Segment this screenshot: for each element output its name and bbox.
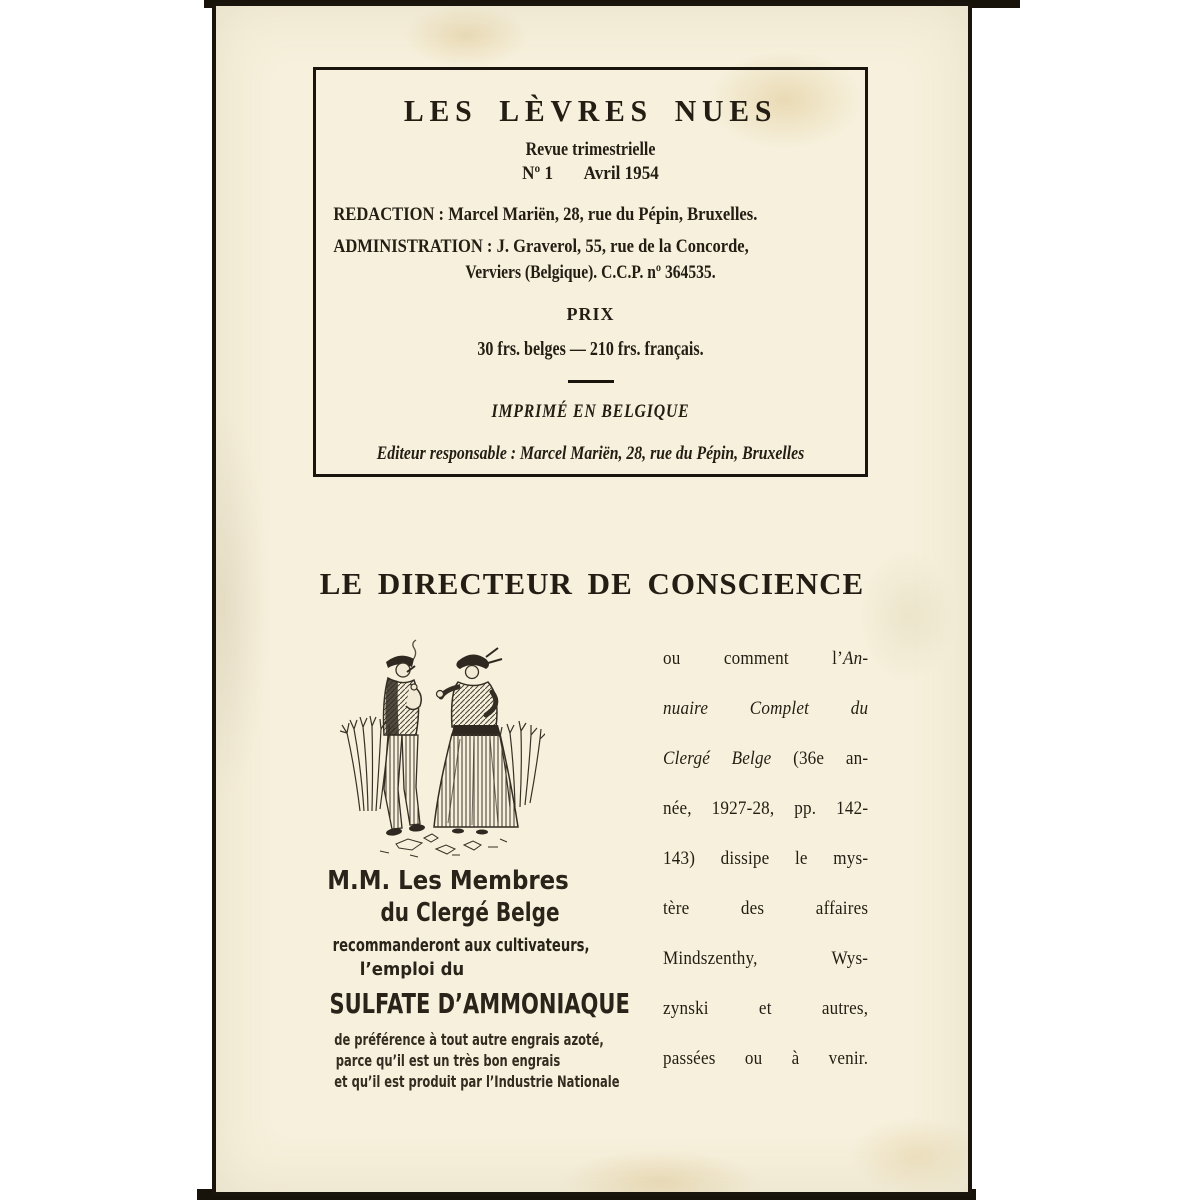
- issue-number: Nº 1: [522, 163, 554, 184]
- article-line: née, 1927-28, pp. 142-: [663, 798, 869, 819]
- article-line: Mindszenthy, Wys-: [663, 948, 869, 969]
- price-label: PRIX: [566, 304, 615, 324]
- article-line: Clergé Belge (36e an-: [663, 748, 869, 769]
- ad-note-line-3: et qu’il est produit par l’Industrie Nationale: [334, 1072, 620, 1091]
- article-column: [663, 634, 868, 1084]
- separator-rule: [568, 380, 614, 383]
- peasant-man: [384, 640, 426, 837]
- ad-product-name: SULFATE D’AMMONIAQUE: [329, 987, 630, 1020]
- ad-note-line-1: de préférence à tout autre engrais azoté,: [334, 1030, 604, 1049]
- fertilizer-ad: [290, 866, 630, 1092]
- article-line: ou comment l’An-: [663, 648, 869, 669]
- masthead-issue-line: [343, 162, 837, 186]
- peasants-illustration: [340, 639, 545, 861]
- ad-sub-line-1: recommanderont aux cultivateurs,: [332, 935, 590, 956]
- article-line: zynski et autres,: [663, 998, 869, 1019]
- article-line: tère des affaires: [663, 898, 869, 919]
- peasant-woman: [434, 648, 518, 835]
- masthead-subtitle: Revue trimestrielle: [525, 139, 656, 160]
- magazine-title: LES LÈVRES NUES: [403, 93, 778, 128]
- article-headline: LE DIRECTEUR DE CONSCIENCE: [319, 566, 865, 601]
- administration-line-2: Verviers (Belgique). C.C.P. nº 364535.: [465, 262, 716, 283]
- ad-note-line-2: parce qu’il est un très bon engrais: [335, 1051, 561, 1070]
- issue-date: Avril 1954: [583, 163, 659, 184]
- publisher-line: Editeur responsable : Marcel Mariën, 28, rue du Pépin, Bruxelles: [376, 443, 805, 464]
- article-line: nuaire Complet du: [663, 698, 869, 719]
- ad-sub-line-2: l’emploi du: [359, 959, 465, 980]
- article-line: passées ou à venir.: [663, 1048, 869, 1069]
- administration-line-1: ADMINISTRATION : J. Graverol, 55, rue de la Concorde,: [333, 236, 749, 257]
- article-line: 143) dissipe le mys-: [663, 848, 869, 869]
- price-value: 30 frs. belges — 210 frs. français.: [477, 338, 704, 360]
- magazine-page: [212, 2, 972, 1196]
- masthead-box: [313, 67, 868, 477]
- ground-stones: [380, 834, 507, 857]
- printed-in-belgium-line: IMPRIMÉ EN BELGIQUE: [491, 401, 690, 422]
- redaction-line: REDACTION : Marcel Mariën, 28, rue du Pépin, Bruxelles.: [333, 204, 758, 225]
- ad-heading-line-2: du Clergé Belge: [380, 898, 560, 928]
- ad-heading-line-1: M.M. Les Membres: [327, 866, 569, 896]
